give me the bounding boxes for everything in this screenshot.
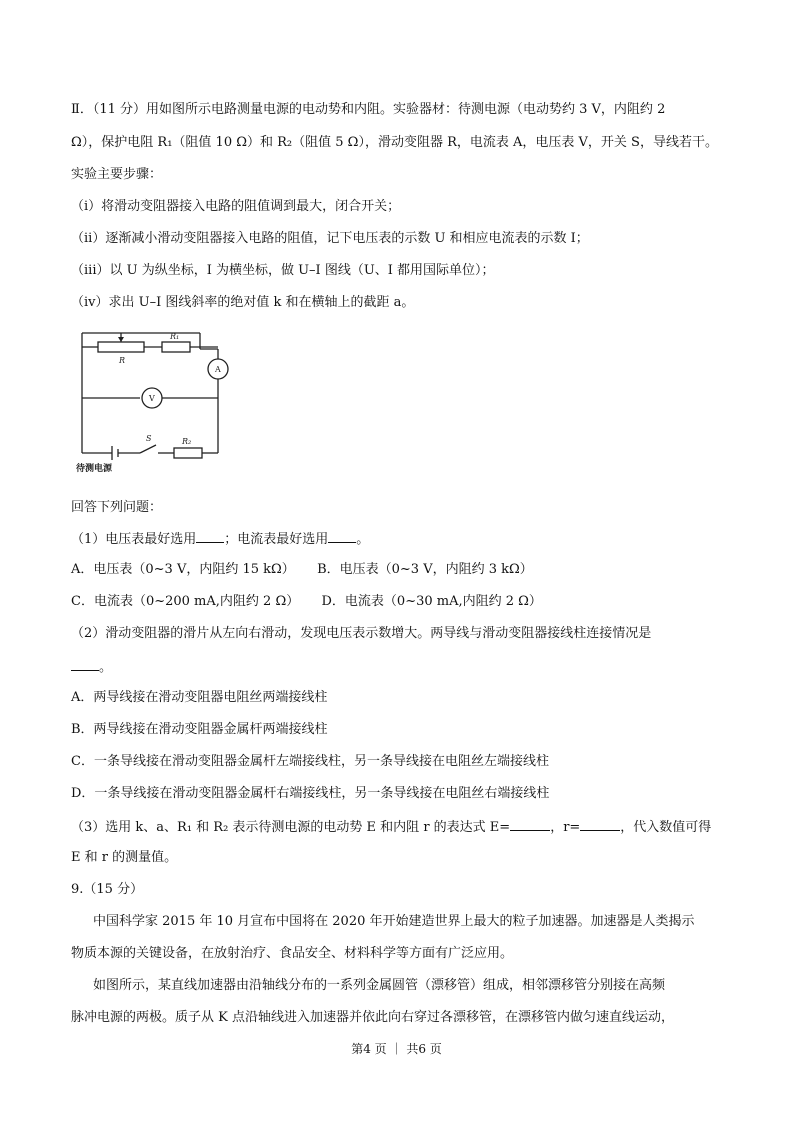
q1-text-b: ；电流表最好选用 <box>224 532 329 547</box>
question-3 <box>71 817 711 837</box>
part2-line2: Ω），保护电阻 R₁（阻值 10 Ω）和 R₂（阻值 5 Ω），滑动变阻器 R，电流表 A，电压表 V，开关 S，导线若干。 <box>71 135 718 150</box>
q3-blank-e[interactable] <box>510 817 550 831</box>
label-r1: R₁ <box>170 332 180 341</box>
step-2: （ii）逐渐减小滑动变阻器接入电路的阻值，记下电压表的示数 U 和相应电流表的示数 I； <box>71 231 589 246</box>
step-1: （i）将滑动变阻器接入电路的阻值调到最大，闭合开关； <box>71 199 401 214</box>
part2-line3: 实验主要步骤： <box>71 167 163 182</box>
question-2-answer <box>71 657 112 677</box>
source-label: 待测电源 <box>76 464 113 474</box>
q2-option-c: C．一条导线接在滑动变阻器金属杆左端接线柱，另一条导线接在电阻丝左端接线柱 <box>71 754 549 769</box>
ammeter-label: A <box>215 365 221 374</box>
label-r2: R₂ <box>182 437 192 446</box>
q2-end: 。 <box>99 660 113 675</box>
question-3-line2: E 和 r 的测量值。 <box>71 850 178 865</box>
q1-option-d: D．电流表（0~30 mA,内阻约 2 Ω） <box>321 594 542 609</box>
voltmeter-label: V <box>149 394 155 403</box>
part2-line1: Ⅱ．（11 分）用如图所示电路测量电源的电动势和内阻。实验器材：待测电源（电动势约 3 V，内阻约 2 <box>71 102 666 117</box>
q1-option-a: A．电压表（0~3 V，内阻约 15 kΩ） <box>71 562 295 577</box>
q1-blank-ammeter[interactable] <box>328 529 356 543</box>
q1-text-c: 。 <box>356 532 370 547</box>
q9-p2-line1: 如图所示，某直线加速器由沿轴线分布的一系列金属圆管（漂移管）组成，相邻漂移管分别接在高频 <box>93 978 666 993</box>
q3-text-c: ，代入数值可得 <box>620 820 712 835</box>
label-r: R <box>119 356 126 365</box>
q3-text-b: ，r= <box>550 820 581 835</box>
q2-option-a: A．两导线接在滑动变阻器电阻丝两端接线柱 <box>71 690 328 705</box>
question-1 <box>71 529 369 549</box>
q2-option-b: B．两导线接在滑动变阻器金属杆两端接线柱 <box>71 722 328 737</box>
q9-header: 9.（15 分） <box>71 882 144 897</box>
step-4: （iv）求出 U–I 图线斜率的绝对值 k 和在横轴上的截距 a。 <box>71 295 415 310</box>
switch-label: S <box>146 434 152 443</box>
q1-blank-voltmeter[interactable] <box>196 529 224 543</box>
q3-text-a: （3）选用 k、a、R₁ 和 R₂ 表示待测电源的电动势 E 和内阻 r 的表达式 E= <box>71 820 511 835</box>
q2-option-d: D．一条导线接在滑动变阻器金属杆右端接线柱，另一条导线接在电阻丝右端接线柱 <box>71 786 550 801</box>
circuit-diagram <box>70 325 240 475</box>
q1-text-a: （1）电压表最好选用 <box>71 532 197 547</box>
q2-blank[interactable] <box>71 657 99 671</box>
q9-p1-line1: 中国科学家 2015 年 10 月宣布中国将在 2020 年开始建造世界上最大的粒子加速器。加速器是人类揭示 <box>93 914 695 929</box>
q9-p2-line2: 脉冲电源的两极。质子从 K 点沿轴线进入加速器并依此向右穿过各漂移管，在漂移管内做匀速直线运动， <box>71 1010 674 1025</box>
q1-option-c: C．电流表（0~200 mA,内阻约 2 Ω） <box>71 594 300 609</box>
q1-options-ab <box>71 561 533 579</box>
page-footer: 第4 页 ｜ 共6 页 <box>351 1042 442 1056</box>
q1-option-b: B．电压表（0~3 V，内阻约 3 kΩ） <box>317 562 533 577</box>
question-2: （2）滑动变阻器的滑片从左向右滑动，发现电压表示数增大。两导线与滑动变阻器接线柱连接情况是 <box>71 626 652 641</box>
q3-blank-r[interactable] <box>580 817 620 831</box>
questions-intro: 回答下列问题： <box>71 500 163 515</box>
q9-p1-line2: 物质本源的关键设备，在放射治疗、食品安全、材料科学等方面有广泛应用。 <box>71 946 514 961</box>
slider-arrow-icon <box>118 337 124 342</box>
q1-options-cd <box>71 593 542 611</box>
step-3: （iii）以 U 为纵坐标，I 为横坐标，做 U–I 图线（U、I 都用国际单位）； <box>71 263 495 278</box>
